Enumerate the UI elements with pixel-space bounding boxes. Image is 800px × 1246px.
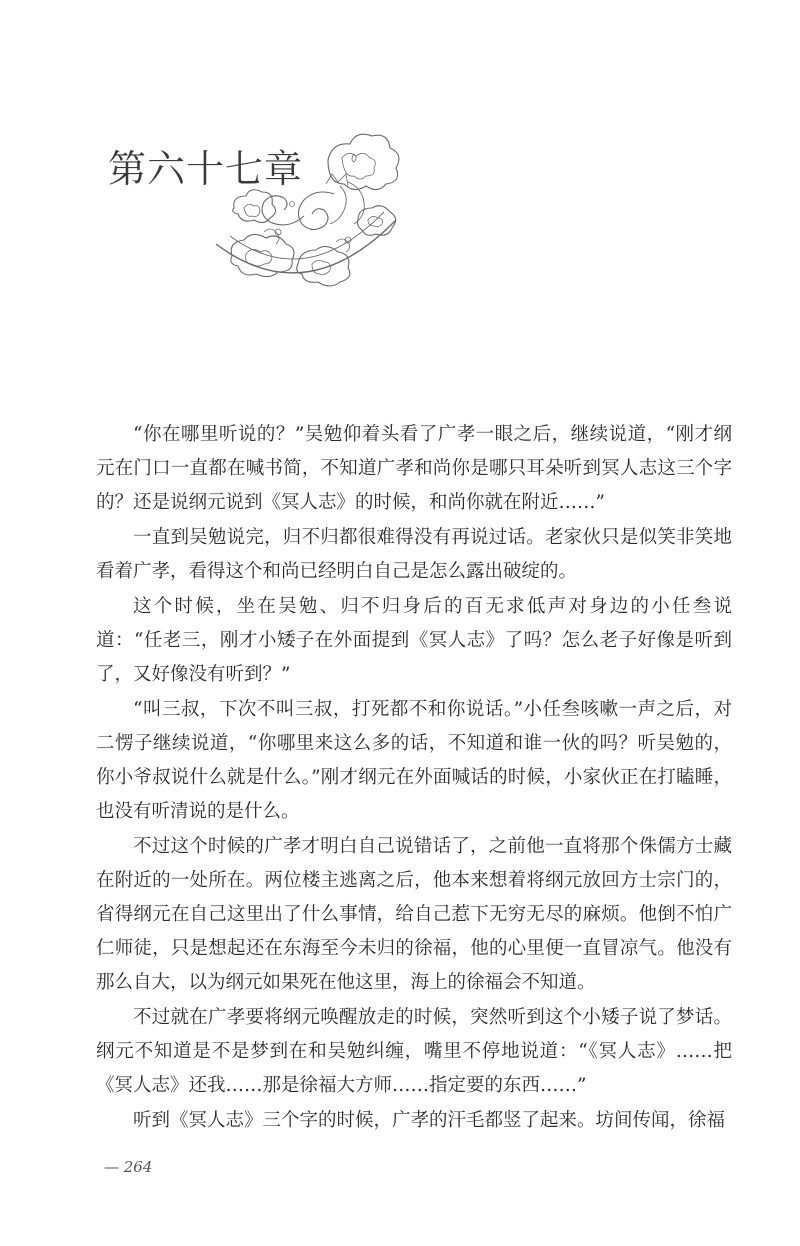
chapter-title: 第六十七章 [108,147,304,191]
page-number: — 264 [104,1158,153,1176]
paragraph: “叫三叔，下次不叫三叔，打死都不和你说话。”小任叁咳嗽一声之后，对二愣子继续说道，“你哪里来这么多的话，不知道和谁一伙的吗？听吴勉的，你小爷叔说什么就是什么。”刚才纲元在外面喊话的时候，小家伙正在打瞌睡，也没有听清说的是什么。 [96,699,732,822]
paragraph: 不过这个时候的广孝才明白自己说错话了，之前他一直将那个侏儒方士藏在附近的一处所在。两位楼主逃离之后，他本来想着将纲元放回方士宗门的，省得纲元在自己这里出了什么事情，给自己惹下无穷无尽的麻烦。他倒不怕广仁师徒，只是想起还在东海至今未归的徐福，他的心里便一直冒凉气。他没有那么自大，以为纲元如果死在他这里，海上的徐福会不知道。 [96,836,732,993]
paragraph: 一直到吴勉说完，归不归都很难得没有再说过话。老家伙只是似笑非笑地看着广孝，看得这个和尚已经明白自己是怎么露出破绽的。 [96,527,732,582]
paragraph: 不过就在广孝要将纲元唤醒放走的时候，突然听到这个小矮子说了梦话。纲元不知道是不是梦到在和吴勉纠缠，嘴里不停地说道：“《冥人志》……把《冥人志》还我……那是徐福大方师……指定要的东西……” [96,1007,732,1096]
paragraph: 这个时候，坐在吴勉、归不归身后的百无求低声对身边的小任叁说道：“任老三，刚才小矮子在外面提到《冥人志》了吗？怎么老子好像是听到了，又好像没有听到？” [96,596,732,685]
chapter-body [96,418,732,1139]
paragraph: “你在哪里听说的？”吴勉仰着头看了广孝一眼之后，继续说道，“刚才纲元在门口一直都在喊书简，不知道广孝和尚你是哪只耳朵听到冥人志这三个字的？还是说纲元说到《冥人志》的时候，和尚你就在附近……” [96,424,732,513]
cloud-dragon-ornament-icon [208,124,404,292]
paragraph: 听到《冥人志》三个字的时候，广孝的汗毛都竖了起来。坊间传闻，徐福 [133,1110,726,1131]
